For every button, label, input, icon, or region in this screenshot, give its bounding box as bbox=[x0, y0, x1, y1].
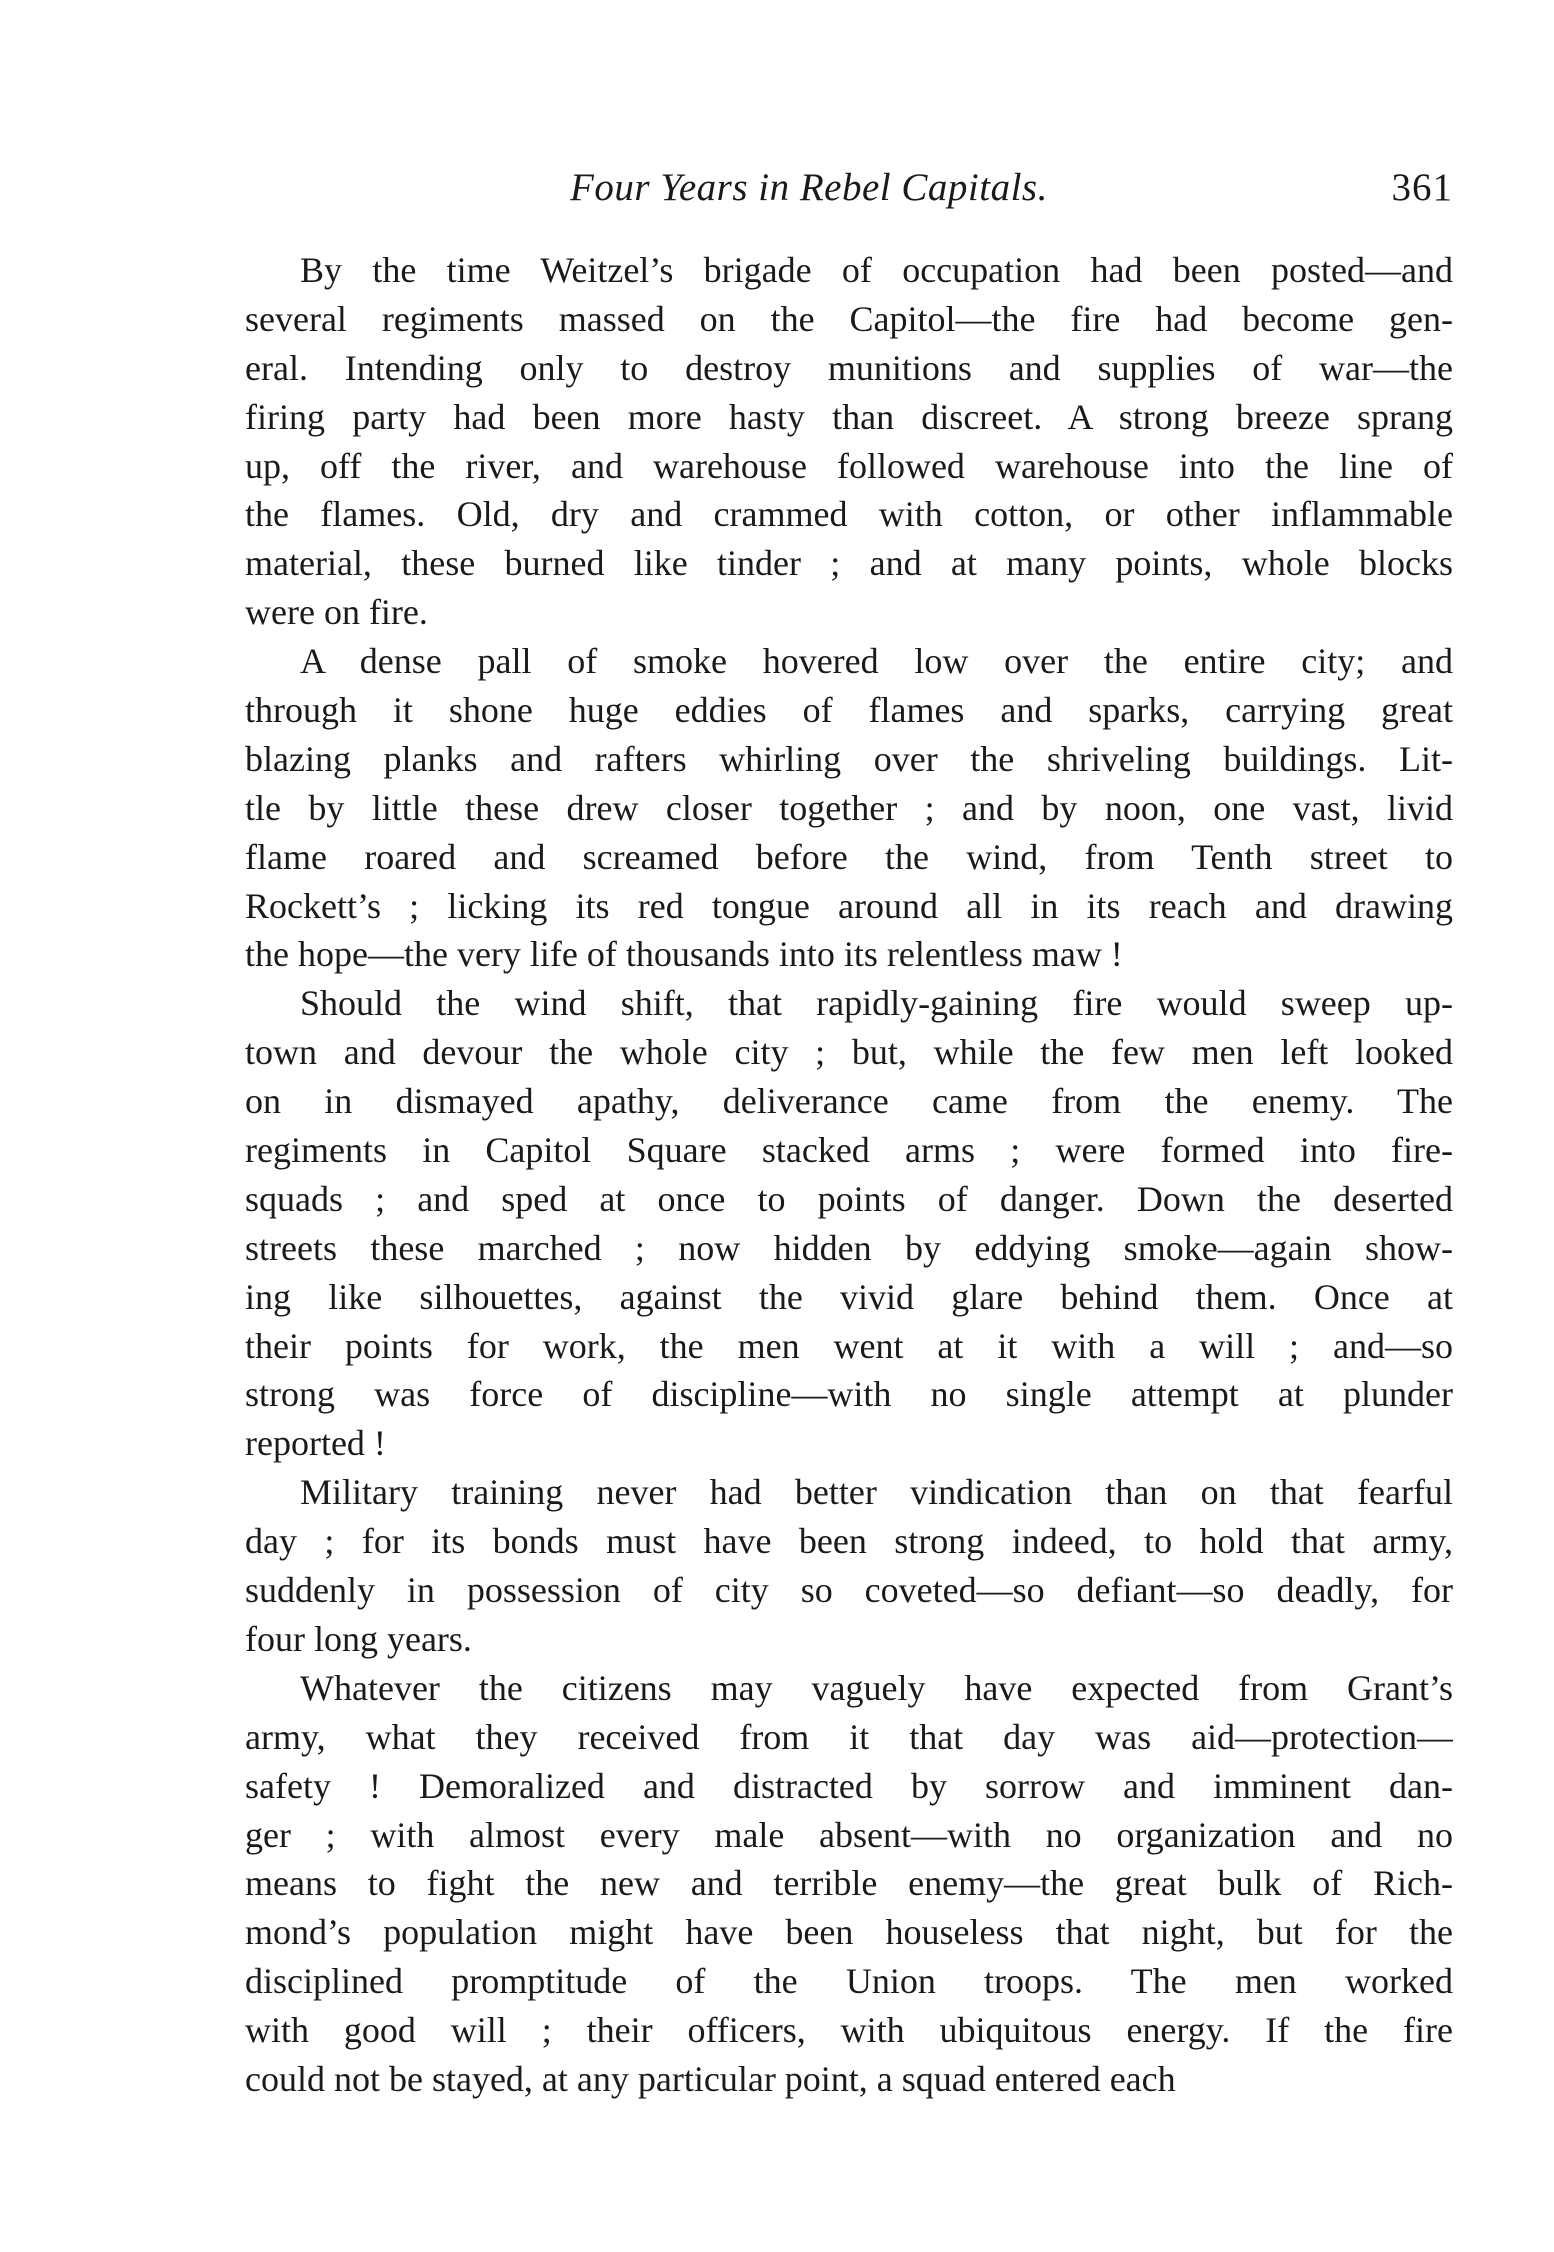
text-line: Should the wind shift, that rapidly-gaining fire would sweep up- bbox=[300, 983, 1453, 1024]
body-text bbox=[245, 246, 1453, 2104]
text-line: ing like silhouettes, against the vivid glare behind them. Once at bbox=[245, 1276, 1453, 1317]
text-line: through it shone huge eddies of flames and sparks, carrying great bbox=[245, 690, 1453, 731]
text-line: By the time Weitzel’s brigade of occupation had been posted—and bbox=[300, 250, 1453, 290]
paragraph bbox=[245, 637, 1453, 979]
text-line: with good will ; their officers, with ubiquitous energy. If the fire bbox=[245, 2010, 1453, 2051]
text-line: tle by little these drew closer together ; and by noon, one vast, livid bbox=[245, 787, 1453, 828]
text-line: four long years. bbox=[245, 1618, 472, 1659]
page-number: 361 bbox=[1391, 166, 1453, 209]
running-title: Four Years in Rebel Capitals. bbox=[570, 166, 1048, 209]
text-line: regiments in Capitol Square stacked arms ; were formed into fire- bbox=[245, 1130, 1453, 1171]
text-line: up, off the river, and warehouse followed warehouse into the line of bbox=[245, 445, 1453, 486]
paragraph bbox=[245, 979, 1453, 1468]
paragraph bbox=[245, 1468, 1453, 1664]
running-head bbox=[245, 158, 1453, 218]
text-line: were on fire. bbox=[245, 592, 428, 633]
text-line: strong was force of discipline—with no single attempt at plunder bbox=[245, 1374, 1453, 1415]
text-line: A dense pall of smoke hovered low over the entire city; and bbox=[300, 641, 1453, 682]
text-line: material, these burned like tinder ; and at many points, whole blocks bbox=[245, 543, 1453, 584]
text-line: reported ! bbox=[245, 1423, 386, 1464]
text-line: town and devour the whole city ; but, while the few men left looked bbox=[245, 1032, 1453, 1073]
text-line: could not be stayed, at any particular point, a squad entered each bbox=[245, 2058, 1176, 2099]
text-line: Rockett’s ; licking its red tongue around all in its reach and drawing bbox=[245, 885, 1453, 926]
text-line: squads ; and sped at once to points of danger. Down the deserted bbox=[245, 1178, 1453, 1219]
paragraph bbox=[245, 246, 1453, 637]
text-line: the hope—the very life of thousands into its relentless maw ! bbox=[245, 934, 1123, 975]
text-line: means to fight the new and terrible enemy—the great bulk of Rich- bbox=[245, 1863, 1453, 1904]
text-line: flame roared and screamed before the wind, from Tenth street to bbox=[245, 836, 1453, 877]
text-line: several regiments massed on the Capitol—the fire had become gen- bbox=[245, 298, 1453, 339]
text-line: their points for work, the men went at it with a will ; and—so bbox=[245, 1325, 1453, 1366]
text-line: eral. Intending only to destroy munitions and supplies of war—the bbox=[245, 347, 1453, 388]
text-line: suddenly in possession of city so coveted—so defiant—so deadly, for bbox=[245, 1570, 1453, 1611]
text-line: army, what they received from it that day was aid—protection— bbox=[245, 1716, 1453, 1757]
text-line: mond’s population might have been houseless that night, but for the bbox=[245, 1912, 1453, 1953]
text-line: firing party had been more hasty than discreet. A strong breeze sprang bbox=[245, 396, 1453, 437]
text-line: Whatever the citizens may vaguely have expected from Grant’s bbox=[300, 1667, 1453, 1708]
paragraph bbox=[245, 1664, 1453, 2104]
text-line: disciplined promptitude of the Union troops. The men worked bbox=[245, 1961, 1453, 2002]
text-line: day ; for its bonds must have been strong indeed, to hold that army, bbox=[245, 1521, 1453, 1562]
text-line: on in dismayed apathy, deliverance came from the enemy. The bbox=[245, 1081, 1453, 1122]
text-line: the flames. Old, dry and crammed with cotton, or other inflammable bbox=[245, 494, 1453, 535]
text-line: Military training never had better vindication than on that fearful bbox=[300, 1472, 1453, 1513]
text-line: blazing planks and rafters whirling over the shriveling buildings. Lit- bbox=[245, 738, 1453, 779]
text-line: ger ; with almost every male absent—with no organization and no bbox=[245, 1814, 1453, 1855]
text-line: streets these marched ; now hidden by eddying smoke—again show- bbox=[245, 1227, 1453, 1268]
text-line: safety ! Demoralized and distracted by sorrow and imminent dan- bbox=[245, 1765, 1453, 1806]
